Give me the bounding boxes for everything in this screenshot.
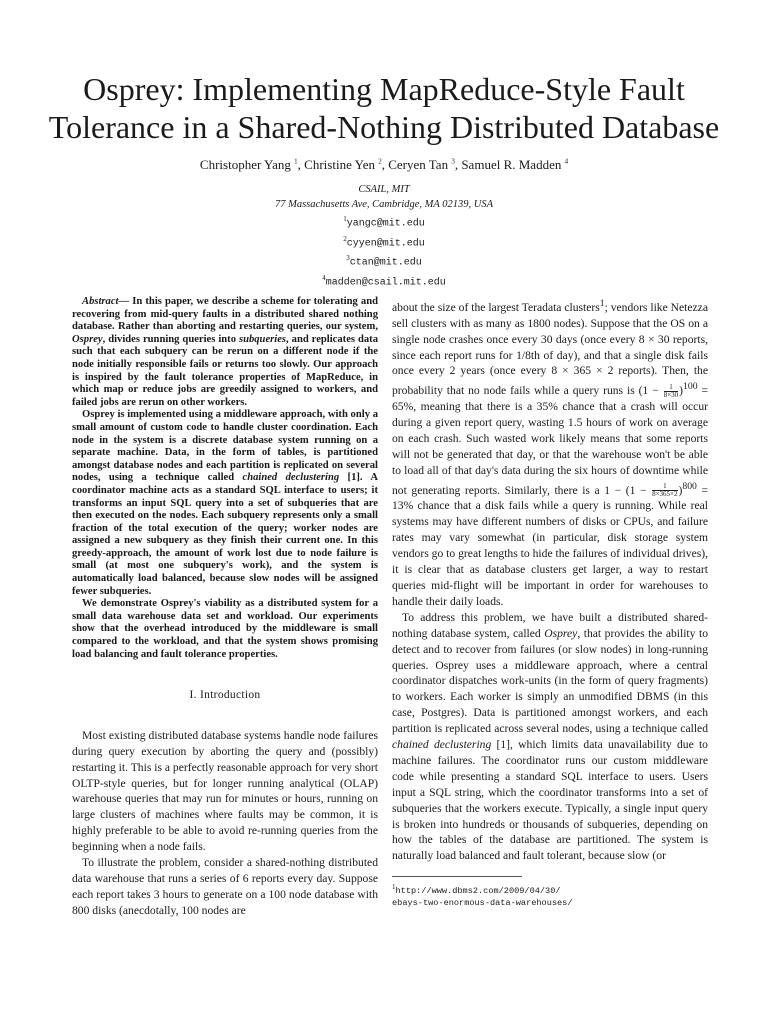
fraction-numerator: 1 bbox=[669, 383, 673, 392]
abstract-text: Osprey is implemented using a middleware approach, with only a small amount of custom code to handle cluster coordination. Each node in the system is a discrete database system running on a separate machine. Data, in the form of tables, is partitioned amongst database nodes and each partition is replicated on several nodes, using a technique called bbox=[72, 409, 378, 484]
body-text: To address this problem, we have built a distributed shared-nothing database system, called bbox=[392, 610, 708, 640]
author-name: Ceryen Tan bbox=[388, 157, 449, 172]
author-name: Christopher Yang bbox=[199, 157, 291, 172]
abstract-emphasis: subqueries bbox=[238, 333, 287, 345]
email-line bbox=[40, 271, 728, 291]
abstract-emphasis: Osprey bbox=[72, 333, 103, 345]
abstract-paragraph bbox=[72, 409, 378, 598]
footnote-ref: 1 bbox=[599, 298, 605, 309]
introduction-body bbox=[72, 728, 378, 919]
abstract-emphasis: chained declustering bbox=[242, 472, 340, 484]
abstract-text: — In this paper, we describe a scheme for tolerating and recovering from mid-query faults in a distributed shared nothing database. Rather than aborting and restarting queries, our system, bbox=[72, 296, 378, 333]
body-paragraph: To illustrate the problem, consider a shared-nothing distributed data warehouse that runs a series of 6 reports every day. Suppose each report takes 3 hours to generate on a 100 node database with 800 disks (anecdotally, 100 nodes are bbox=[72, 856, 378, 917]
body-text: = 13% chance that a disk fails while a query is running. While real systems may have different numbers of disks or CPUs, and failure rates may vary somewhat (in particular, disk storage system vendors go to great lengths to hide the failures of individual drives), it is clear that as database clusters get larger, a way to restart queries mid-flight will be important in order for warehouses to handle their daily loads. bbox=[392, 483, 708, 608]
abstract-label: Abstract bbox=[82, 296, 119, 307]
section-heading: I. Introduction bbox=[189, 689, 261, 702]
fraction-numerator: 1 bbox=[663, 482, 667, 491]
author-mark: 2 bbox=[378, 157, 382, 166]
body-text: [1], which limits data unavailability due to machine failures. The coordinator runs our custom middleware code while presenting a standard SQL interface to users. Users input a SQL string, which the coordinator transforms into a set of subqueries that the workers execute. Typically, a single input query is broken into hundreds or thousands of subqueries, depending on how the tables of the database are partitioned. The system is naturally load balanced and fault tolerant, because slow (or bbox=[392, 738, 708, 863]
abstract-text: , and replicates data such that each subquery can be rerun on a different node if the node initially responsible fails or returns too slowly. Our approach is inspired by the fault tolerance properties of MapReduce, in which map or reduce jobs are greedily assigned to workers, and failed jobs are rerun on other workers. bbox=[72, 333, 378, 408]
body-paragraph: Most existing distributed database systems handle node failures during query execution by aborting the query and (possibly) restarting it. This is a perfectly reasonable approach for very short OLTP-style queries, but for longer running analytical (OLAP) warehouse queries that may run for minutes or hours, running on large clusters of machines where faults may be common, it is highly preferable to be able to avoid re-running queries from the beginning when a node fails. bbox=[72, 728, 378, 854]
author-list: Christopher Yang $^1$, Christine Yen $^2$, Ceryen Tan $^3$, Samuel R. Madden $^4$ bbox=[199, 157, 569, 172]
body-text: = 65%, meaning that there is a 35% chance that a crash will occur during a given report query, wasting 1.5 hours of work on average on each crash. Such wasted work likely means that some reports will not be generated that day, or that the warehouse won't be able to load all of that day's data during the six hours of downtime while not generating reports. Similarly, there is a 1 − (1 − bbox=[392, 384, 708, 497]
author-name: Christine Yen bbox=[304, 157, 375, 172]
body-text: ) bbox=[678, 483, 683, 497]
body-paragraph bbox=[392, 610, 708, 865]
email-mark: 2 bbox=[343, 234, 347, 243]
author-mark: 4 bbox=[564, 157, 569, 166]
affiliation-address: 77 Massachusetts Ave, Cambridge, MA 02139, USA bbox=[274, 199, 494, 210]
exponent: 800 bbox=[682, 480, 697, 492]
footnote-divider bbox=[392, 876, 522, 877]
abstract-paragraph: We demonstrate Osprey's viability as a distributed system for a small data warehouse data set and workload. Our experiments show that the overhead introduced by the middleware is small compared to the workload, and that the system shows promising load balancing and fault tolerance properties. bbox=[72, 598, 378, 660]
body-paragraph bbox=[392, 296, 708, 610]
email-address: madden@csail.mit.edu bbox=[325, 277, 446, 288]
email-mark: 4 bbox=[322, 273, 326, 282]
email-address: yangc@mit.edu bbox=[346, 218, 425, 230]
fraction bbox=[664, 384, 678, 399]
footnote-mark: 1 bbox=[392, 883, 396, 892]
email-line bbox=[40, 232, 728, 252]
footnote-url[interactable]: ebays-two-enormous-data-warehouses/ bbox=[392, 898, 573, 909]
fraction-denominator: 8×365×2 bbox=[652, 490, 678, 499]
email-address: ctan@mit.edu bbox=[349, 257, 422, 269]
author-mark: 1 bbox=[294, 157, 298, 166]
author-mark: 3 bbox=[451, 157, 455, 166]
right-column bbox=[392, 296, 708, 909]
paper-title: Osprey: Implementing MapReduce-Style Fault Tolerance in a Shared-Nothing Distributed Database bbox=[48, 71, 720, 145]
affiliation-block bbox=[40, 182, 728, 290]
body-text: about the size of the largest Teradata clusters bbox=[392, 300, 600, 314]
abstract-text: , divides running queries into bbox=[102, 333, 239, 345]
email-address: cyyen@mit.edu bbox=[346, 238, 425, 249]
body-text: ; vendors like Netezza sell clusters with as many as 1800 nodes). Suppose that the OS on a single node crashes once every 30 days (once every 8 × 30 reports, since each report runs for 1/8th of day), and that a single disk fails once every 2 years (once every 8 × 365 × 2 reports). Then, the probability that no node fails while a query runs is (1 − bbox=[392, 300, 708, 398]
body-text: ) bbox=[679, 384, 684, 398]
body-text: , that provides the ability to detect and to recover from failures (or slow nodes) in long-running queries. Osprey uses a middleware approach, where a central coordinator dispatches work-units (in the form of query fragments) to workers. Each worker is simply an unmodified DBMS (in this case, Postgres). Data is partitioned amongst workers, and each partition is replicated across several nodes, using a technique called bbox=[392, 626, 708, 736]
body-emphasis: Osprey bbox=[544, 626, 578, 640]
abstract-text: [1]. A coordinator machine acts as a standard SQL interface to users; it transforms an input SQL query into a set of subqueries that are then executed on the nodes. Each subquery represents only a small fraction of the total execution of the query; worker nodes are assigned a new subquery as they finish their current one. In this greedy-approach, the amount of work lost due to node failure is small (at most one subquery's work), and the system is automatically load balanced, because slow nodes will be assigned fewer subqueries. bbox=[72, 472, 378, 597]
exponent: 100 bbox=[683, 381, 698, 393]
footnote-url[interactable]: http://www.dbms2.com/2009/04/30/ bbox=[395, 886, 561, 897]
left-column bbox=[72, 296, 378, 919]
affiliation-name: CSAIL, MIT bbox=[358, 184, 410, 195]
email-line bbox=[40, 251, 728, 271]
footnote bbox=[392, 881, 708, 909]
email-mark: 3 bbox=[346, 254, 350, 262]
email-line bbox=[40, 212, 728, 232]
fraction bbox=[652, 483, 677, 498]
fraction-denominator: 8×30 bbox=[663, 391, 679, 400]
author-name: Samuel R. Madden bbox=[461, 157, 562, 172]
abstract-paragraph bbox=[72, 296, 378, 409]
email-mark: 1 bbox=[343, 215, 347, 223]
body-emphasis: chained declustering bbox=[392, 738, 492, 752]
abstract bbox=[72, 296, 378, 661]
